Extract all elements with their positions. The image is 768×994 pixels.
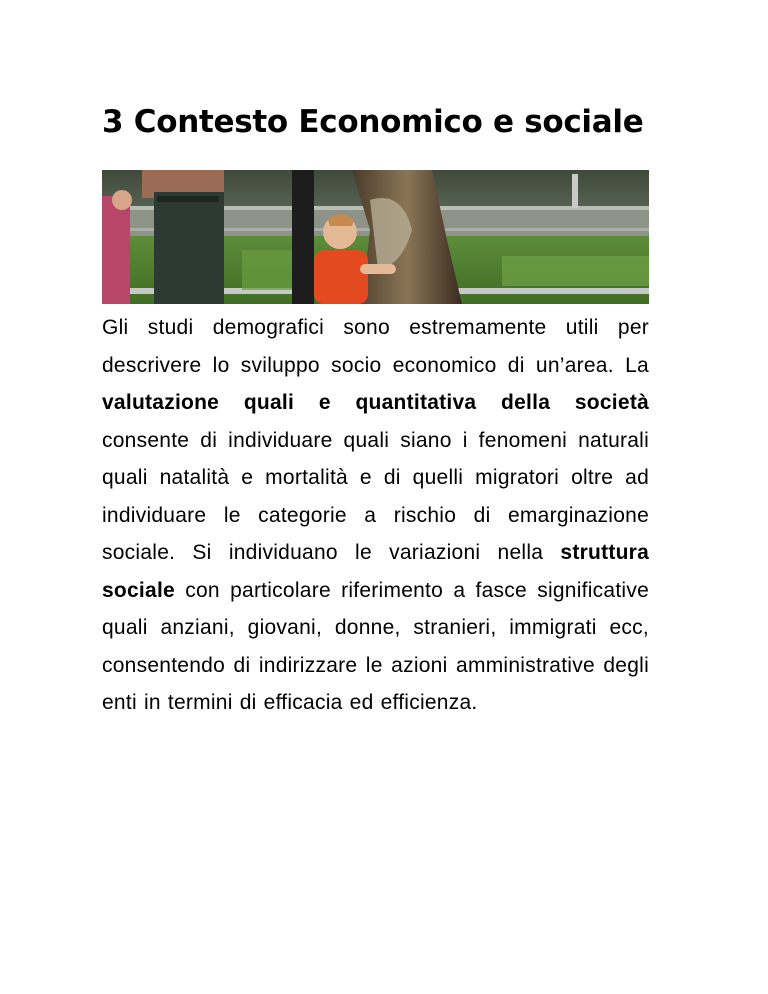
body-paragraph bbox=[102, 309, 649, 722]
bold-phrase-valutazione: valutazione quali e quantitativa della società bbox=[102, 391, 649, 414]
sentence-1: Gli studi demografici sono estremamente utili per descrivere lo sviluppo socio economico di un’area. bbox=[102, 316, 649, 377]
bold-phrase-struttura: struttura sociale bbox=[102, 541, 649, 602]
section-heading: 3 Contesto Economico e sociale bbox=[102, 104, 644, 140]
sentence-3-start: Si individuano le variazioni nella bbox=[175, 541, 561, 564]
sentence-2-start: La bbox=[613, 353, 649, 377]
sentence-3-end: con particolare riferimento a fasce significative quali anziani, giovani, donne, stranieri, immigrati ecc, consentendo di indirizzare le azioni amministrative degli enti in termini di efficacia ed efficienza. bbox=[102, 578, 649, 714]
sentence-2-end: consente di individuare quali siano i fenomeni naturali quali natalità e mortalità e di quelli migratori oltre ad individuare le categorie a rischio di emarginazione sociale. bbox=[102, 428, 649, 564]
park-photo bbox=[102, 170, 649, 304]
